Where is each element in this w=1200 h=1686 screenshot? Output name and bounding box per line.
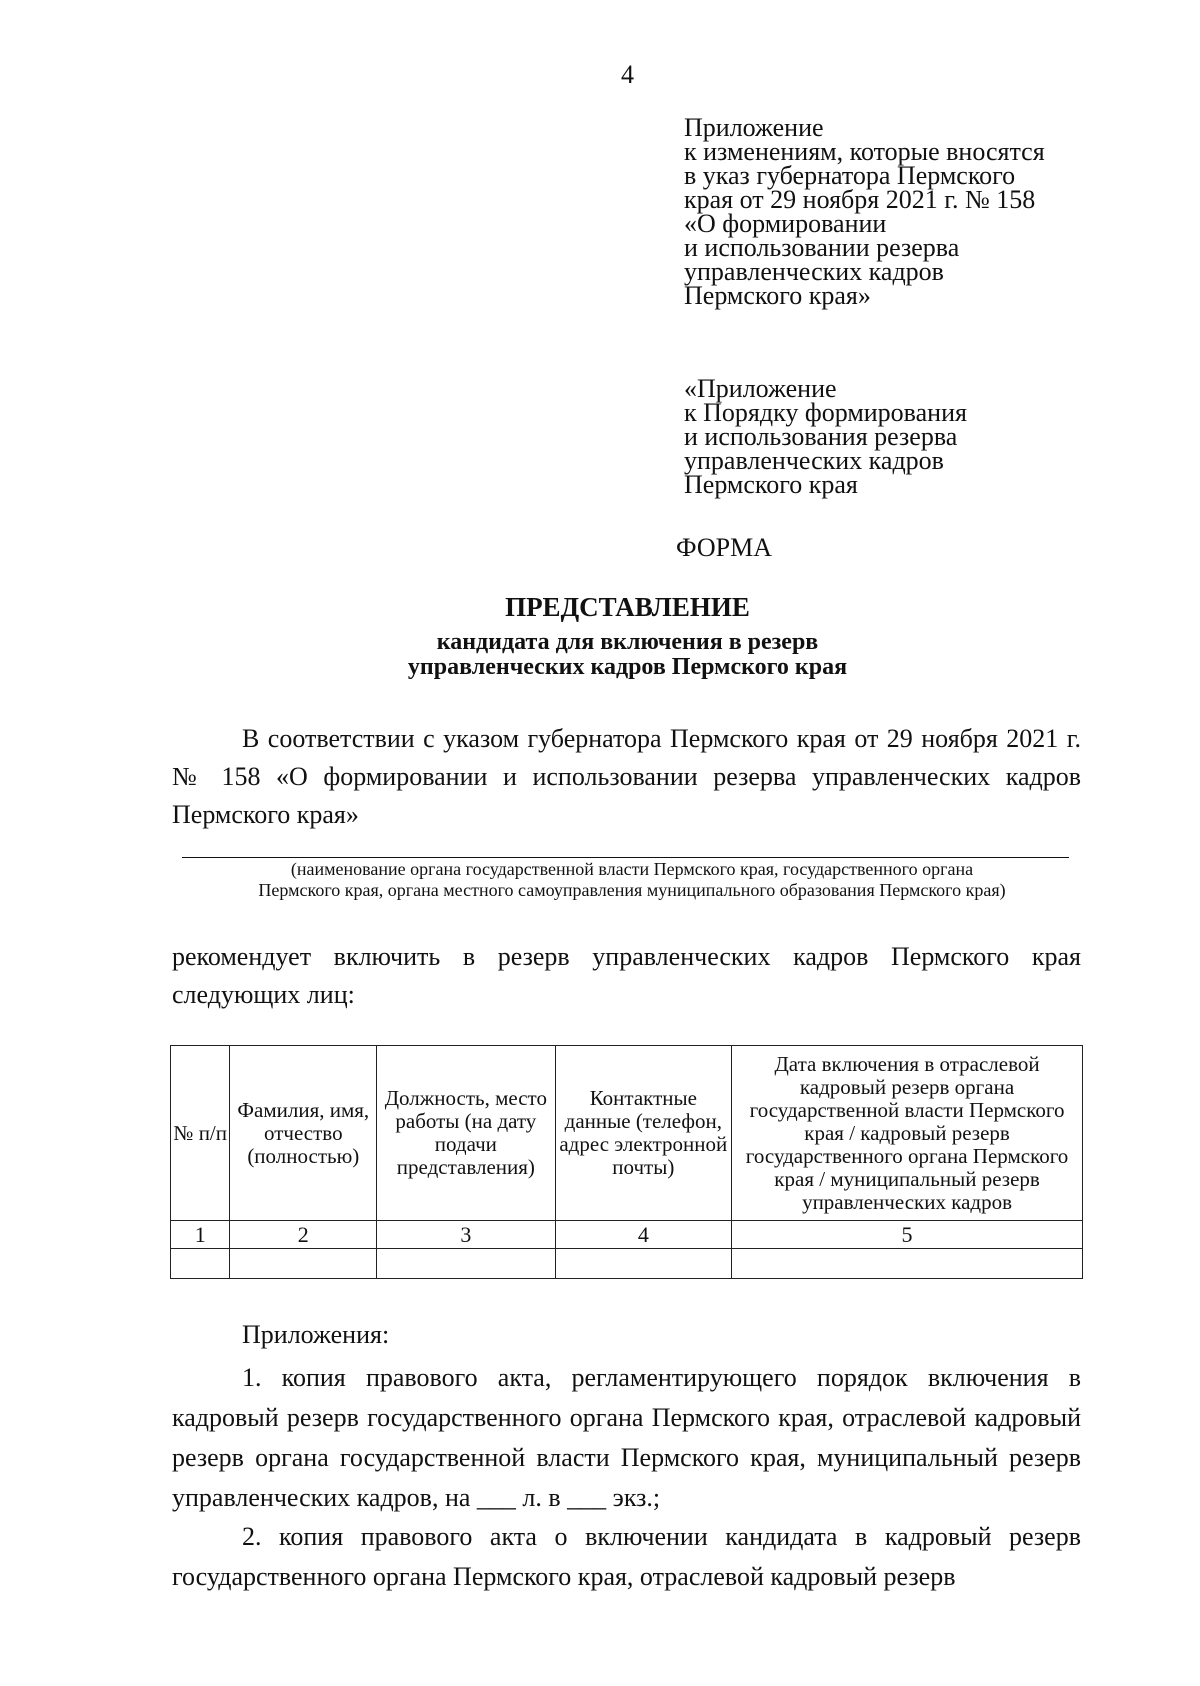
annex-header: [684, 113, 1045, 310]
table-header-row: [171, 1046, 1083, 1221]
column-number: 1: [171, 1221, 230, 1249]
annex-order-line: управленческих кадров: [684, 446, 944, 475]
attachment-item-1-text: 1. копия правового акта, регламентирующего порядок включения в кадровый резерв государственного органа Пермского края, отраслевой кадровый резерв органа государственной власти Пермского края, муниципальный резерв управленческих кадров, на ___ л. в ___ экз.;: [172, 1363, 1081, 1512]
candidates-table: [170, 1045, 1083, 1279]
annex-header-line: Приложение: [684, 113, 824, 142]
attachment-item-2-text: 2. копия правового акта о включении кандидата в кадровый резерв государственного органа Пермского края, отраслевой кадровый резерв: [172, 1522, 1081, 1591]
annex-order: [684, 374, 967, 499]
form-label: ФОРМА: [676, 533, 772, 562]
annex-order-line: и использования резерва: [684, 422, 958, 451]
header-contacts: Контактные данные (телефон, адрес электронной почты): [555, 1046, 732, 1221]
column-number: 2: [230, 1221, 377, 1249]
table-row-numbers: [171, 1221, 1083, 1249]
intro-text: В соответствии с указом губернатора Пермского края от 29 ноября 2021 г. № 158 «О формировании и использовании резерва управленческих кадров Пермского края»: [172, 724, 1081, 829]
table-cell: [555, 1249, 732, 1279]
annex-header-line: Пермского края»: [684, 281, 871, 310]
annex-header-line: в указ губернатора Пермского: [684, 161, 1016, 190]
subtitle-line-1: кандидата для включения в резерв: [436, 629, 819, 655]
attachment-item-2: [172, 1517, 1081, 1597]
column-number: 3: [377, 1221, 555, 1249]
table-cell: [230, 1249, 377, 1279]
annex-header-line: «О формировании: [684, 209, 887, 238]
blank-caption: [172, 859, 1092, 901]
annex-order-line: Пермского края: [684, 470, 858, 499]
annex-header-line: края от 29 ноября 2021 г. № 158: [684, 185, 1036, 214]
document-title: ПРЕДСТАВЛЕНИЕ: [505, 592, 750, 622]
header-number: № п/п: [171, 1046, 230, 1221]
annex-order-line: к Порядку формирования: [684, 398, 967, 427]
blank-caption-line-2: Пермского края, органа местного самоуправления муниципального образования Пермского края): [258, 880, 1006, 900]
page-number: 4: [621, 60, 634, 89]
annex-order-line: «Приложение: [684, 374, 837, 403]
attachments-heading: Приложения:: [242, 1320, 390, 1349]
table-cell: [171, 1249, 230, 1279]
blank-line: [182, 857, 1069, 858]
table-cell: [377, 1249, 555, 1279]
annex-header-line: управленческих кадров: [684, 257, 944, 286]
table-cell: [732, 1249, 1083, 1279]
header-inclusion-date: Дата включения в отраслевой кадровый резерв органа государственной власти Пермского края / кадровый резерв государственного органа Пермского края / муниципальный резерв управленческих кадров: [732, 1046, 1083, 1221]
annex-header-line: и использовании резерва: [684, 233, 960, 262]
blank-caption-line-1: (наименование органа государственной власти Пермского края, государственного органа: [290, 859, 974, 879]
column-number: 5: [732, 1221, 1083, 1249]
document-subtitle: [0, 630, 1200, 680]
intro-paragraph: [172, 720, 1081, 834]
attachment-item-1: [172, 1358, 1081, 1518]
annex-header-line: к изменениям, которые вносятся: [684, 137, 1045, 166]
header-full-name: Фамилия, имя, отчество (полностью): [230, 1046, 377, 1221]
recommend-paragraph: рекомендует включить в резерв управленческих кадров Пермского края следующих лиц:: [172, 942, 1081, 1009]
subtitle-line-2: управленческих кадров Пермского края: [407, 654, 848, 680]
table-row: [171, 1249, 1083, 1279]
column-number: 4: [555, 1221, 732, 1249]
header-position: Должность, место работы (на дату подачи представления): [377, 1046, 555, 1221]
